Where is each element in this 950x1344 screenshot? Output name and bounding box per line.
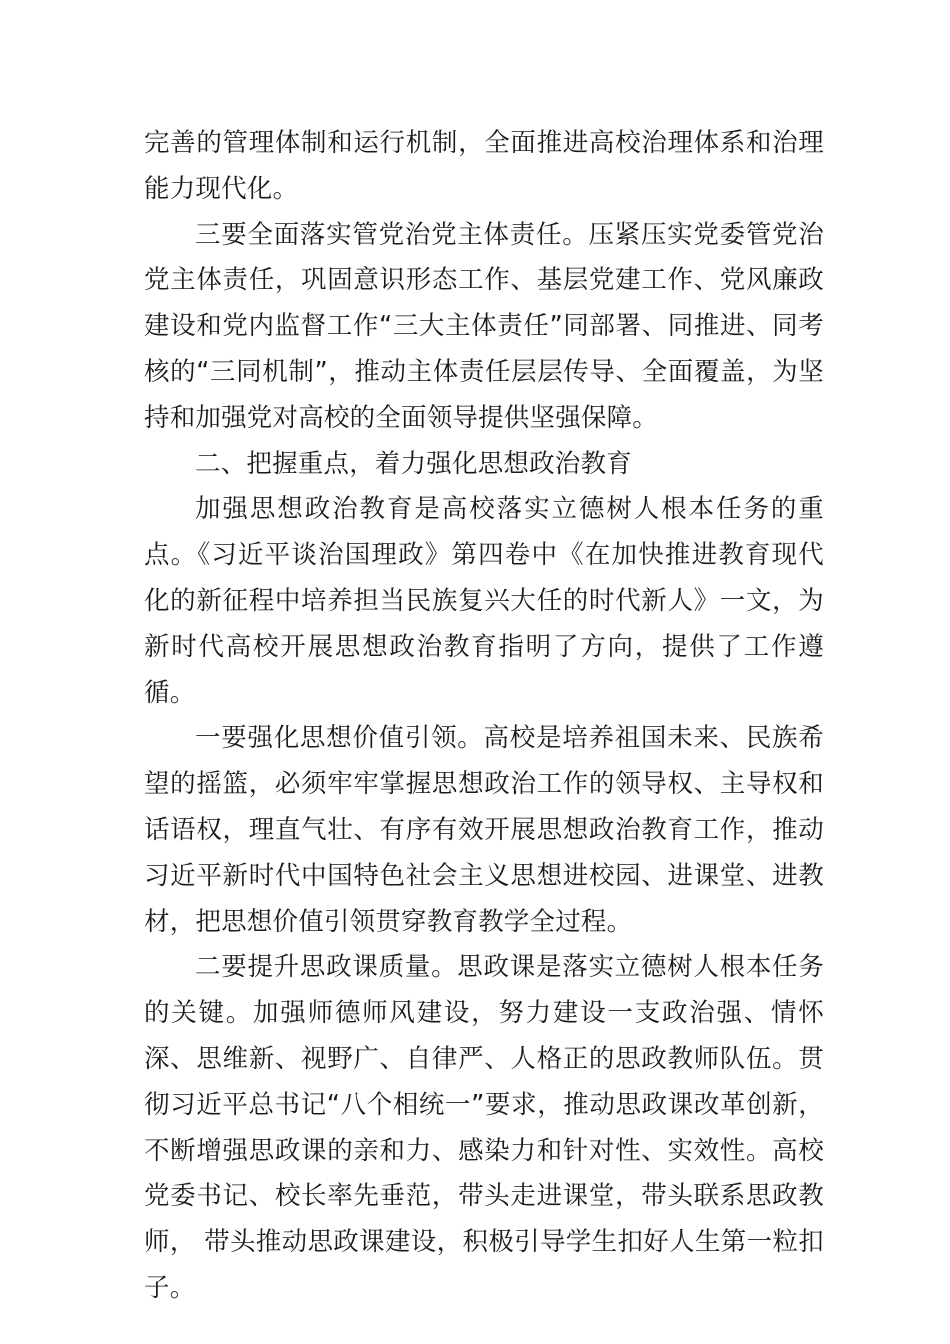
paragraph-point-two: 二要提升思政课质量。思政课是落实立德树人根本任务的关键。加强师德师风建设，努力建设一支政治强、情怀深、思维新、视野广、自律严、人格正的思政教师队伍。贯彻习近平总书记“八个相统一”要求，推动思政课改革创新，不断增强思政课的亲和力、感染力和针对性、实效性。高校党委书记、校长率先垂范，带头走进课堂，带头联系思政教师， 带头推动思政课建设，积极引导学生扣好人生第一粒扣子。 xyxy=(144,952,824,1303)
paragraph-point-one: 一要强化思想价值引领。高校是培养祖国未来、民族希望的摇篮，必须牢牢掌握思想政治工作的领导权、主导权和话语权，理直气壮、有序有效开展思想政治教育工作，推动习近平新时代中国特色社会主义思想进校园、进课堂、进教材，把思想价值引领贯穿教育教学全过程。 xyxy=(144,723,824,937)
document-body xyxy=(144,121,824,1312)
paragraph-point-three: 三要全面落实管党治党主体责任。压紧压实党委管党治党主体责任，巩固意识形态工作、基层党建工作、党风廉政建设和党内监督工作“三大主体责任”同部署、同推进、同考核的“三同机制”，推动主体责任层层传导、全面覆盖，为坚持和加强党对高校的全面领导提供坚强保障。 xyxy=(144,219,824,433)
section-heading-two: 二、把握重点，着力强化思想政治教育 xyxy=(195,448,632,479)
paragraph-section-intro: 加强思想政治教育是高校落实立德树人根本任务的重点。《习近平谈治国理政》第四卷中《在加快推进教育现代化的新征程中培养担当民族复兴大任的时代新人》一文，为新时代高校开展思想政治教育指明了方向，提供了工作遵循。 xyxy=(144,494,824,708)
paragraph-continuation: 完善的管理体制和运行机制，全面推进高校治理体系和治理能力现代化。 xyxy=(144,128,824,204)
